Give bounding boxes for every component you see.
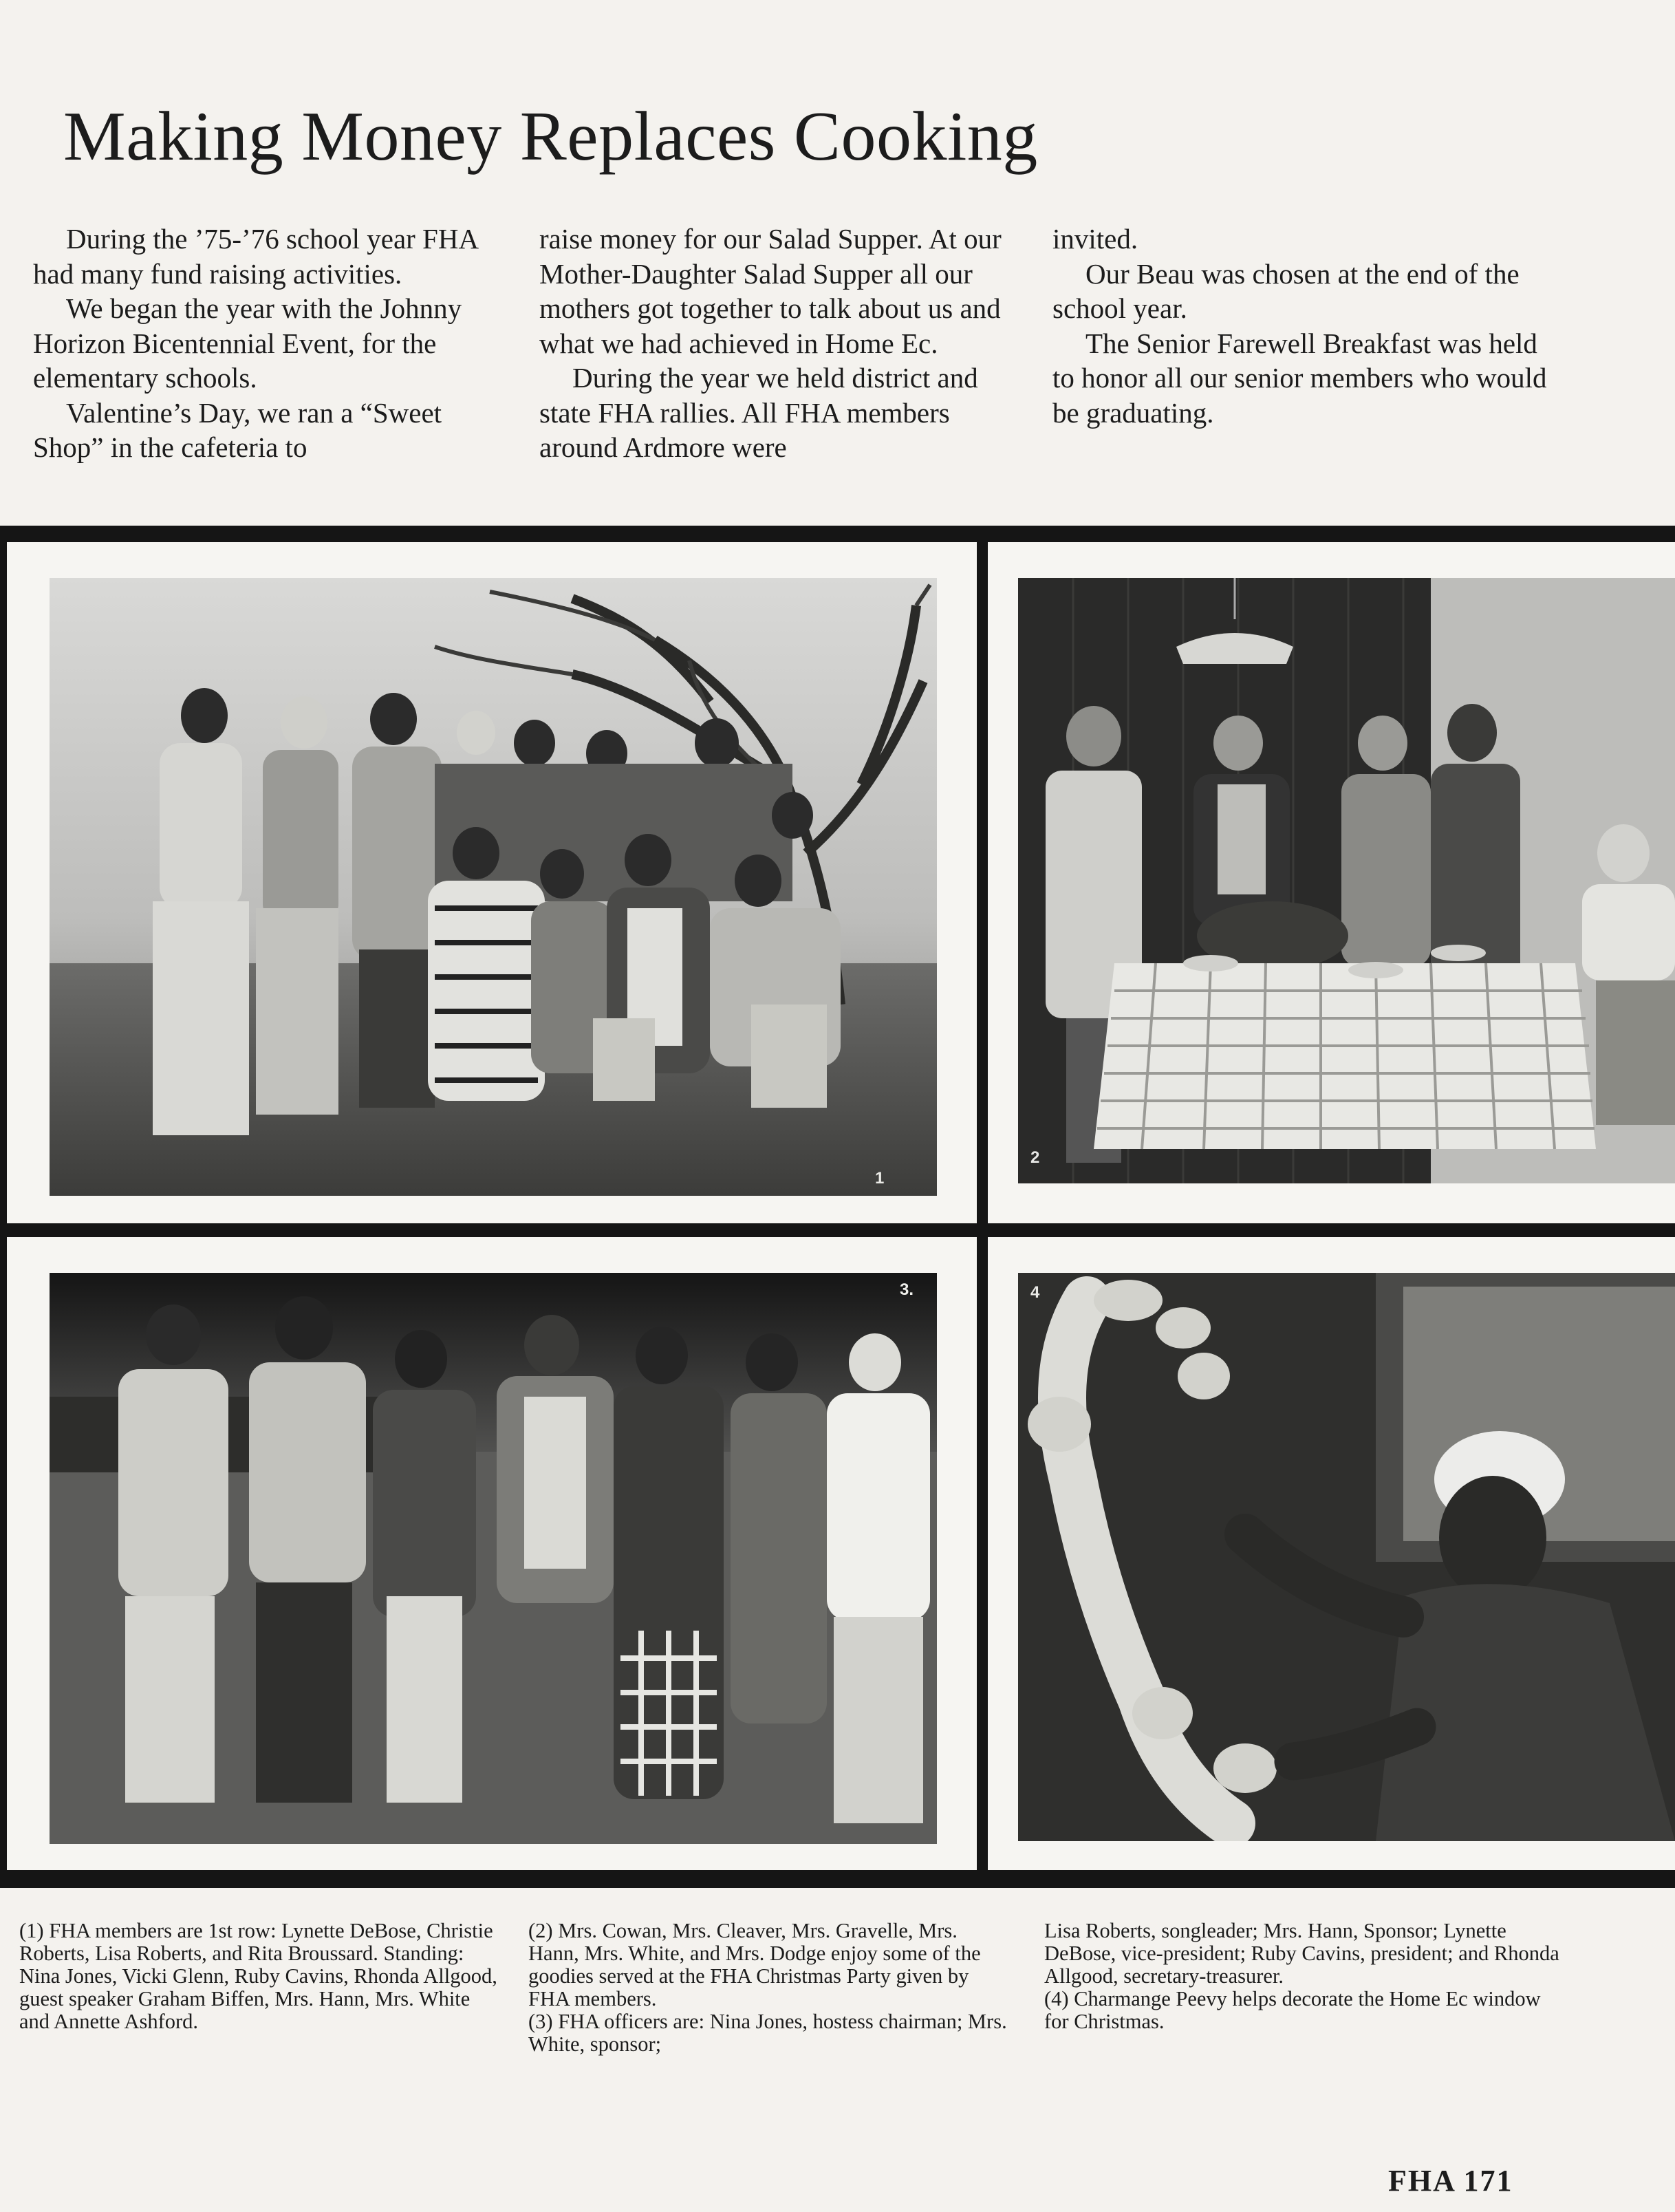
caption-column-3 [1044, 1920, 1567, 2033]
photo-band [0, 526, 1675, 1888]
paragraph: raise money for our Salad Supper. At our Mother-Daughter Salad Supper all our mothers got together to talk about us and what we had achieved in Home Ec. [539, 223, 1002, 359]
photo-group-outdoors [50, 578, 937, 1196]
photo-frame-3 [7, 1237, 977, 1870]
body-column-1 [33, 222, 515, 465]
caption: Lisa Roberts, songleader; Mrs. Hann, Sponsor; Lynette DeBose, vice-president; Ruby Cavins, president; and Rhonda Allgood, secretary-treasurer. [1044, 1919, 1559, 1988]
paragraph: The Senior Farewell Breakfast was held to honor all our senior members who would be graduating. [1052, 327, 1547, 429]
photo-window-decorating [1018, 1273, 1675, 1841]
paragraph: During the year we held district and state FHA rallies. All FHA members around Ardmore were [539, 362, 978, 463]
page-folio: FHA 171 [1388, 2164, 1513, 2198]
page-title: Making Money Replaces Cooking [63, 98, 1038, 175]
caption: (1) FHA members are 1st row: Lynette DeBose, Christie Roberts, Lisa Roberts, and Rita Broussard. Standing: Nina Jones, Vicki Glenn, Ruby Cavins, Rhonda Allgood, guest speaker Graham Biffen, Mrs. Hann, Mrs. White and Annette Ashford. [19, 1919, 497, 2033]
caption-column-1 [19, 1920, 501, 2033]
photo-fha-officers [50, 1273, 937, 1844]
paragraph: We began the year with the Johnny Horizon Bicentennial Event, for the elementary schools. [33, 292, 462, 394]
photo-frame-1 [7, 542, 977, 1223]
caption: (2) Mrs. Cowan, Mrs. Cleaver, Mrs. Gravelle, Mrs. Hann, Mrs. White, and Mrs. Dodge enjoy some of the goodies served at the FHA Christmas Party given by FHA members. [528, 1919, 981, 2010]
photo-frame-4 [988, 1237, 1675, 1870]
caption: (3) FHA officers are: Nina Jones, hostess chairman; Mrs. White, sponsor; [528, 2010, 1007, 2056]
paragraph: Valentine’s Day, we ran a “Sweet Shop” in the cafeteria to [33, 396, 442, 463]
paragraph: invited. [1052, 223, 1138, 255]
caption: (4) Charmange Peevy helps decorate the Home Ec window for Christmas. [1044, 1987, 1541, 2033]
body-column-2 [539, 222, 1035, 465]
photo-number-4: 4 [1030, 1283, 1040, 1302]
photo-frame-2 [988, 542, 1675, 1223]
paragraph: During the ’75-’76 school year FHA had many fund raising activities. [33, 223, 477, 290]
photo-number-3: 3. [900, 1280, 914, 1299]
caption-column-2 [528, 1920, 1010, 2056]
photo-number-1: 1 [875, 1169, 885, 1188]
paragraph: Our Beau was chosen at the end of the school year. [1052, 257, 1520, 324]
body-column-3 [1052, 222, 1548, 430]
photo-christmas-party [1018, 578, 1675, 1183]
photo-number-2: 2 [1030, 1148, 1040, 1167]
